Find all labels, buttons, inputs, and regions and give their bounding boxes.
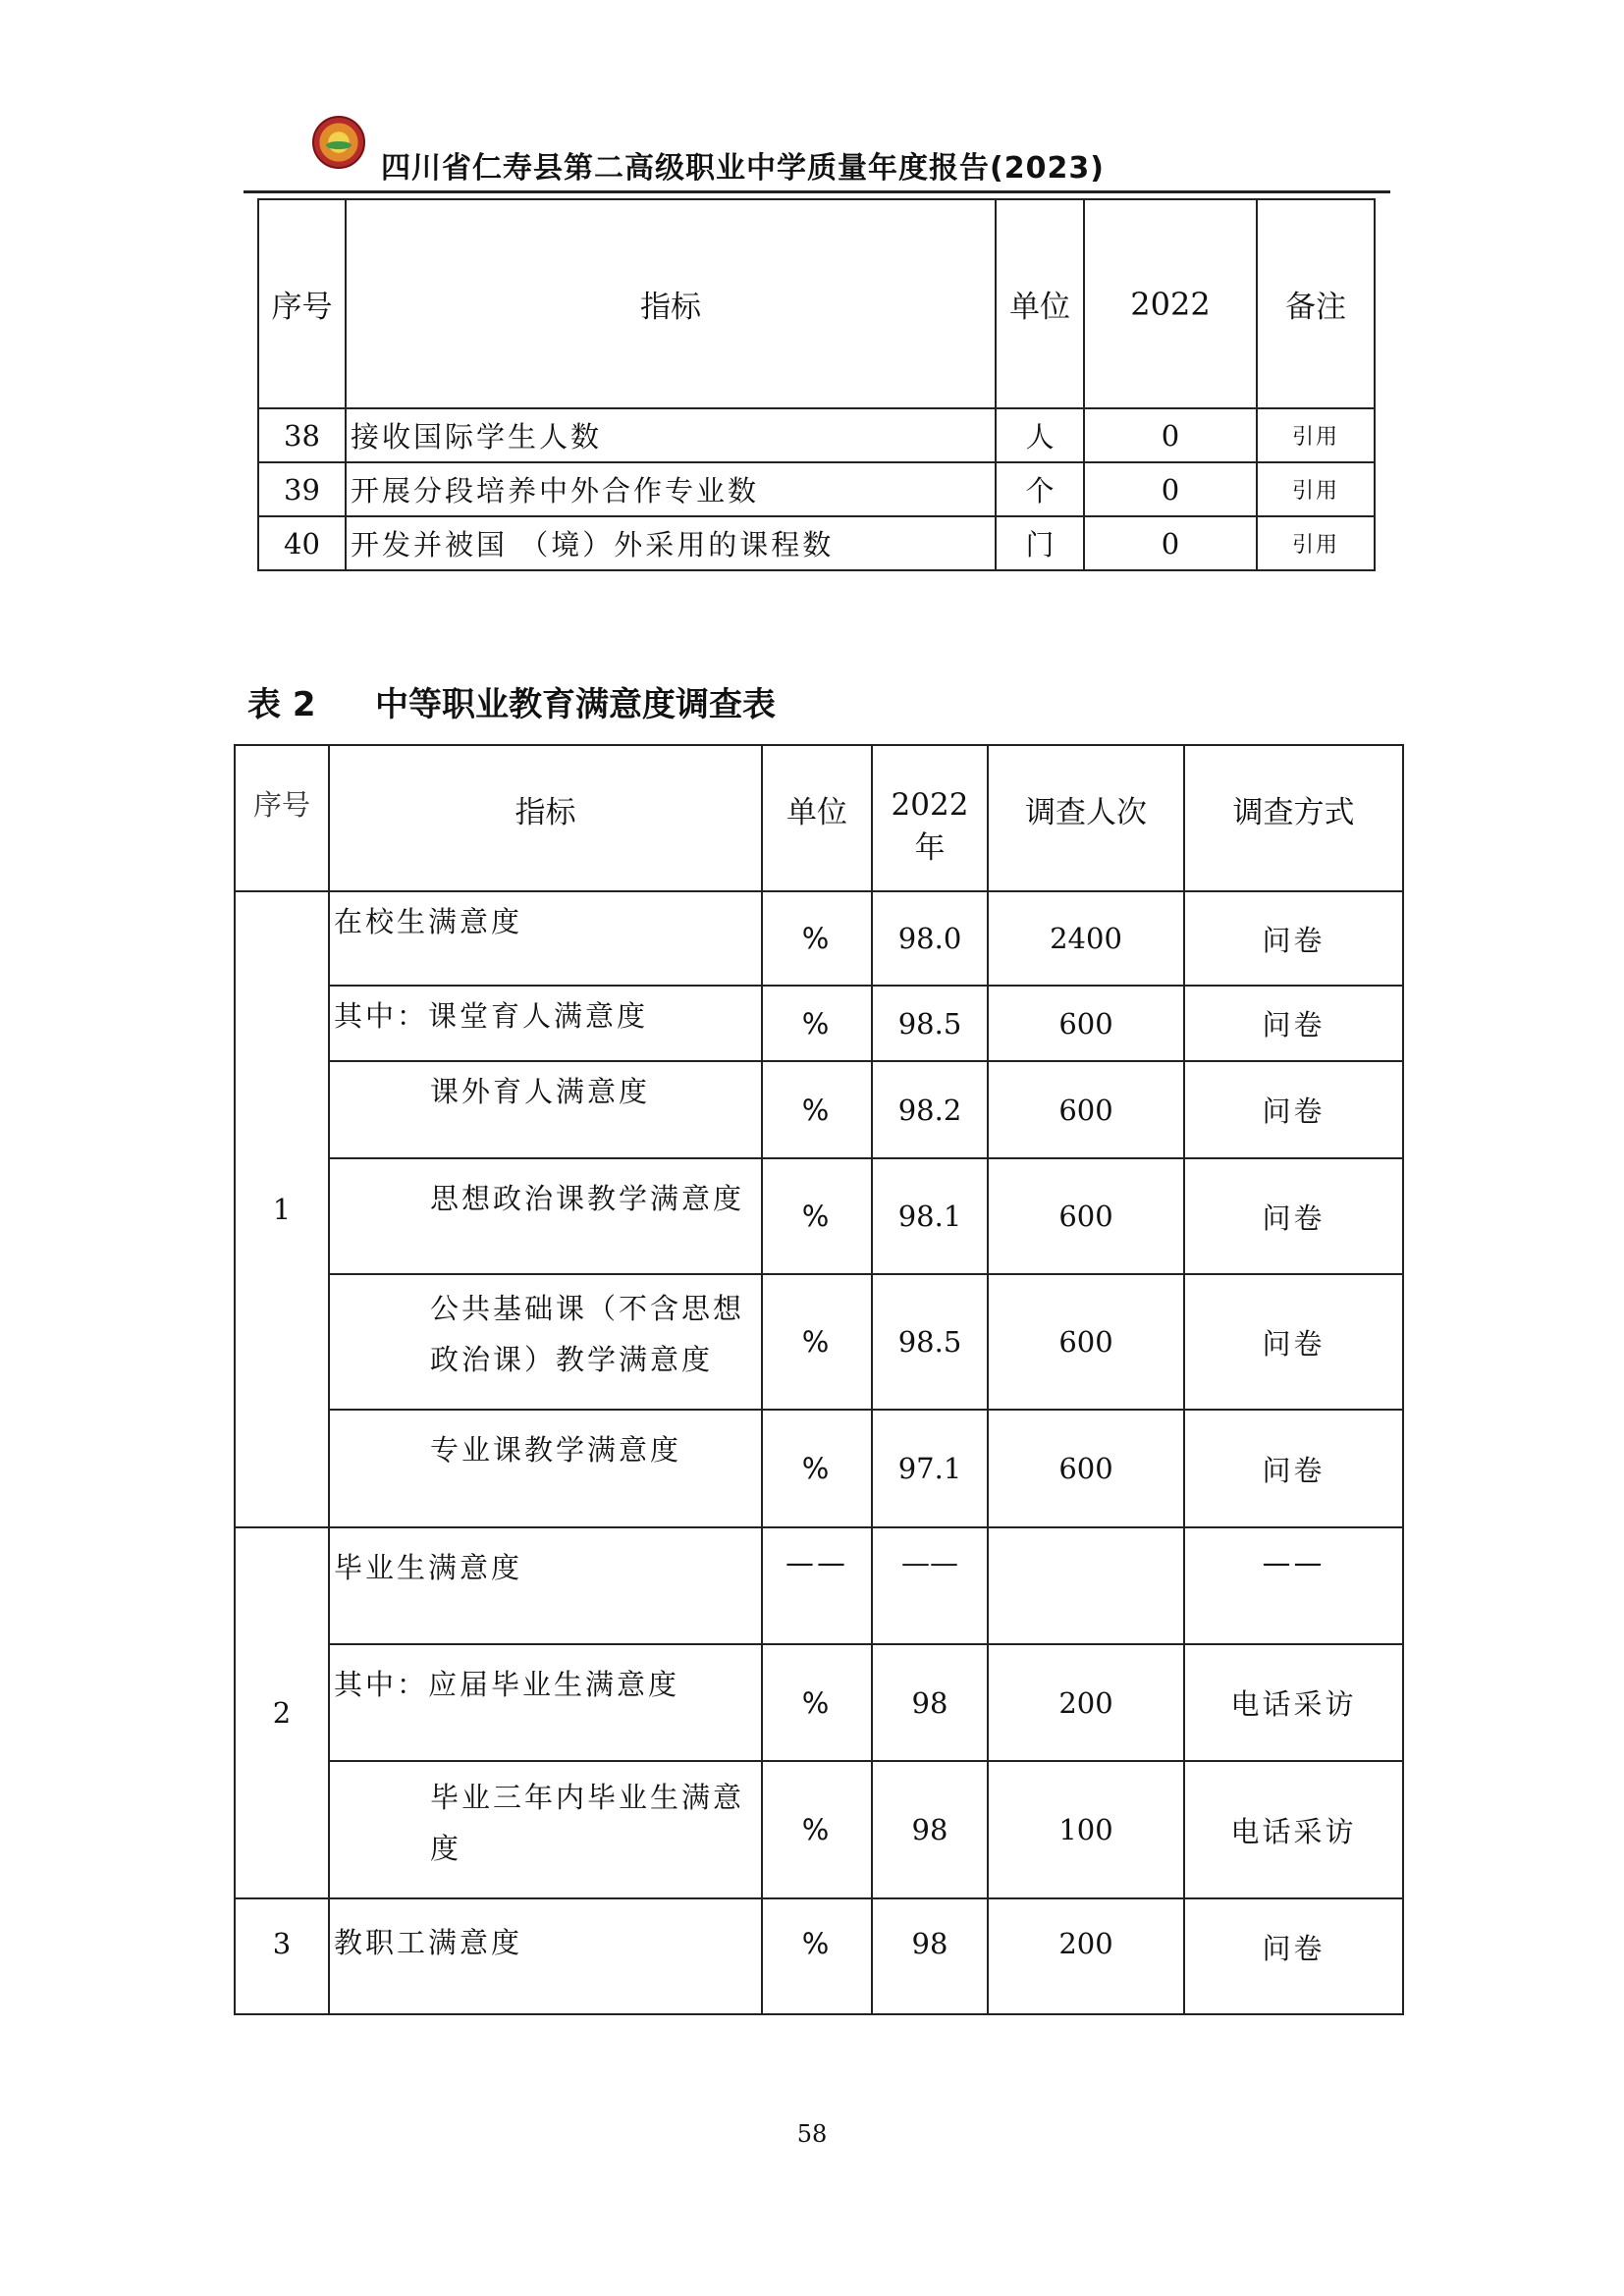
row-unit: %: [762, 1644, 872, 1761]
table-row: [235, 1158, 1403, 1274]
table-row: [235, 891, 1403, 986]
table-row: [235, 1527, 1403, 1644]
row-count: 600: [988, 1274, 1184, 1410]
row-count: [988, 1527, 1184, 1644]
page-header: [244, 110, 1390, 193]
header-unit: 单位: [996, 199, 1084, 408]
row-unit: %: [762, 1158, 872, 1274]
row-note: 引用: [1257, 462, 1375, 516]
row-indicator: 教职工满意度: [329, 1898, 762, 2014]
row-count: 2400: [988, 891, 1184, 986]
row-value: 98.2: [872, 1061, 988, 1158]
header-year: 2022: [1084, 199, 1257, 408]
row-count: 100: [988, 1761, 1184, 1898]
header-unit: 单位: [762, 745, 872, 891]
header-indicator: 指标: [329, 745, 762, 891]
caption-title: 中等职业教育满意度调查表: [375, 685, 776, 724]
row-indicator: 课外育人满意度: [329, 1061, 762, 1158]
row-indicator: 开发并被国 （境）外采用的课程数: [346, 516, 996, 570]
row-value: ——: [872, 1527, 988, 1644]
table-row: [258, 408, 1375, 462]
row-indicator: 其中：课堂育人满意度: [329, 986, 762, 1061]
row-unit: 人: [996, 408, 1084, 462]
row-note: 引用: [1257, 516, 1375, 570]
group-seq: 2: [235, 1527, 329, 1898]
header-indicator: 指标: [346, 199, 996, 408]
row-count: 200: [988, 1644, 1184, 1761]
row-note: 引用: [1257, 408, 1375, 462]
table-row: [258, 516, 1375, 570]
row-unit: %: [762, 1410, 872, 1527]
row-method: 电话采访: [1184, 1644, 1403, 1761]
row-indicator: 接收国际学生人数: [346, 408, 996, 462]
row-unit: %: [762, 1061, 872, 1158]
header-count: 调查人次: [988, 745, 1184, 891]
row-seq: 39: [258, 462, 346, 516]
header-seq: 序号: [235, 745, 329, 891]
table-row: [235, 1898, 1403, 2014]
row-value: 98.1: [872, 1158, 988, 1274]
row-unit: 个: [996, 462, 1084, 516]
row-value: 97.1: [872, 1410, 988, 1527]
row-count: 600: [988, 1410, 1184, 1527]
row-unit: %: [762, 986, 872, 1061]
group-seq: 1: [235, 891, 329, 1527]
row-value: 98.5: [872, 1274, 988, 1410]
row-indicator: 思想政治课教学满意度: [329, 1158, 762, 1274]
row-indicator: 开展分段培养中外合作专业数: [346, 462, 996, 516]
row-count: 200: [988, 1898, 1184, 2014]
table-row: [235, 1644, 1403, 1761]
row-method: 问卷: [1184, 1410, 1403, 1527]
row-unit: 门: [996, 516, 1084, 570]
header-note: 备注: [1257, 199, 1375, 408]
header-seq: 序号: [258, 199, 346, 408]
page-number: 58: [796, 2120, 828, 2148]
table-row: [258, 462, 1375, 516]
row-count: 600: [988, 986, 1184, 1061]
caption-number: 表 2: [247, 685, 316, 724]
row-method: 问卷: [1184, 1061, 1403, 1158]
row-indicator: 专业课教学满意度: [329, 1410, 762, 1527]
row-indicator: 毕业三年内毕业生满意度: [329, 1761, 762, 1898]
row-method: 问卷: [1184, 1274, 1403, 1410]
group-seq: 3: [235, 1898, 329, 2014]
row-unit: ——: [762, 1527, 872, 1644]
row-method: 电话采访: [1184, 1761, 1403, 1898]
header-method: 调查方式: [1184, 745, 1403, 891]
row-method: 问卷: [1184, 986, 1403, 1061]
row-indicator: 其中：应届毕业生满意度: [329, 1644, 762, 1761]
row-value: 0: [1084, 408, 1257, 462]
header-year: 2022 年: [872, 745, 988, 891]
row-method: 问卷: [1184, 1898, 1403, 2014]
row-unit: %: [762, 1898, 872, 2014]
row-indicator: 公共基础课（不含思想政治课）教学满意度: [329, 1274, 762, 1410]
table-row: [235, 1274, 1403, 1410]
satisfaction-table: [234, 744, 1404, 2015]
row-value: 98.0: [872, 891, 988, 986]
row-value: 98.5: [872, 986, 988, 1061]
row-method: ——: [1184, 1527, 1403, 1644]
row-value: 98: [872, 1761, 988, 1898]
row-count: 600: [988, 1158, 1184, 1274]
table-header-row: [258, 199, 1375, 408]
row-value: 0: [1084, 516, 1257, 570]
row-unit: %: [762, 891, 872, 986]
row-unit: %: [762, 1274, 872, 1410]
table-row: [235, 1761, 1403, 1898]
indicator-table: [257, 198, 1376, 571]
table-header-row: [235, 745, 1403, 891]
table-caption: [247, 677, 776, 725]
table-row: [235, 1410, 1403, 1527]
row-method: 问卷: [1184, 1158, 1403, 1274]
table-row: [235, 986, 1403, 1061]
row-method: 问卷: [1184, 891, 1403, 986]
report-title: 四川省仁寿县第二高级职业中学质量年度报告(2023): [381, 151, 1105, 186]
table-row: [235, 1061, 1403, 1158]
row-indicator: 毕业生满意度: [329, 1527, 762, 1644]
row-unit: %: [762, 1761, 872, 1898]
row-value: 98: [872, 1898, 988, 2014]
school-logo-icon: [312, 116, 365, 169]
row-value: 98: [872, 1644, 988, 1761]
row-seq: 40: [258, 516, 346, 570]
row-count: 600: [988, 1061, 1184, 1158]
row-seq: 38: [258, 408, 346, 462]
row-indicator: 在校生满意度: [329, 891, 762, 986]
row-value: 0: [1084, 462, 1257, 516]
